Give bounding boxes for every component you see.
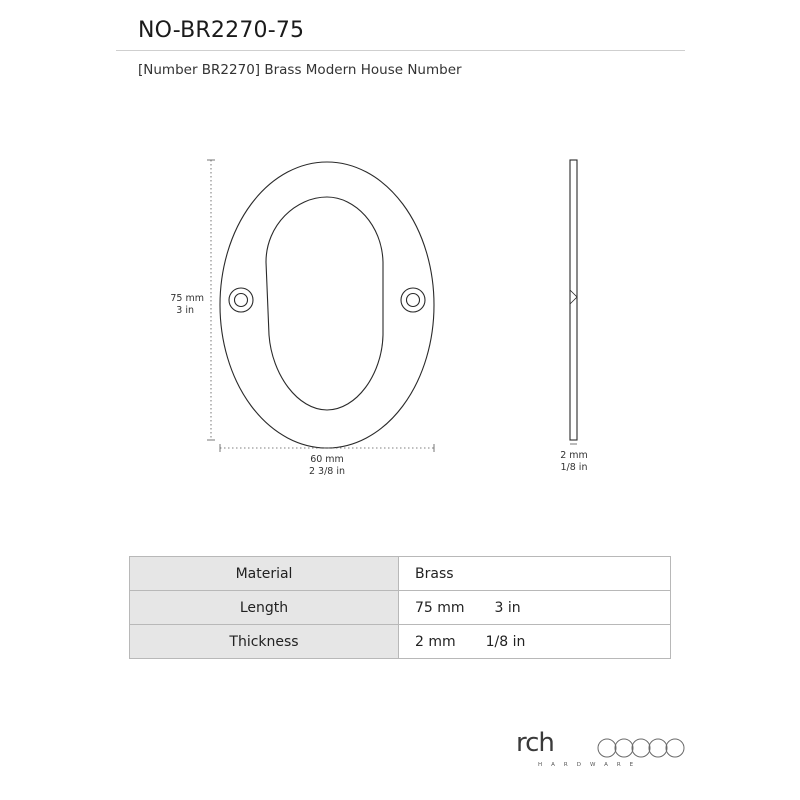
spec-value-metric: 75 mm bbox=[415, 599, 465, 616]
brand-subline: HARDWARE bbox=[538, 762, 643, 768]
right-screw-hole-icon bbox=[401, 288, 425, 312]
brand-wordmark: rch bbox=[516, 728, 554, 758]
height-imperial-label: 3 in bbox=[176, 305, 194, 316]
spec-value-material bbox=[399, 557, 671, 591]
table-row bbox=[130, 591, 671, 625]
brand-logo bbox=[516, 728, 691, 774]
spec-value-metric: 2 mm bbox=[415, 633, 456, 650]
side-view bbox=[570, 160, 577, 444]
width-imperial-label: 2 3/8 in bbox=[308, 466, 346, 477]
product-description: [Number BR2270] Brass Modern House Number bbox=[138, 62, 462, 78]
spec-value-length bbox=[399, 591, 671, 625]
spec-label-material: Material bbox=[130, 557, 399, 591]
thickness-metric-label: 2 mm bbox=[560, 450, 588, 461]
width-metric-label: 60 mm bbox=[310, 454, 344, 465]
specification-table bbox=[129, 556, 671, 659]
spec-label-length: Length bbox=[130, 591, 399, 625]
brand-rings-icon bbox=[596, 737, 688, 759]
table-row bbox=[130, 557, 671, 591]
product-code-title: NO-BR2270-75 bbox=[138, 18, 305, 43]
spec-value-imperial: 3 in bbox=[494, 599, 521, 616]
height-dimension-line bbox=[207, 160, 215, 440]
table-row bbox=[130, 625, 671, 659]
spec-label-thickness: Thickness bbox=[130, 625, 399, 659]
spec-value-thickness bbox=[399, 625, 671, 659]
front-view bbox=[220, 162, 434, 448]
left-screw-hole-icon bbox=[229, 288, 253, 312]
spec-value-imperial: 1/8 in bbox=[485, 633, 526, 650]
inner-outline bbox=[266, 197, 383, 410]
thickness-imperial-label: 1/8 in bbox=[560, 462, 588, 473]
spec-value-metric: Brass bbox=[415, 565, 454, 582]
side-screw-mark bbox=[570, 290, 577, 304]
height-metric-label: 75 mm bbox=[170, 293, 204, 304]
